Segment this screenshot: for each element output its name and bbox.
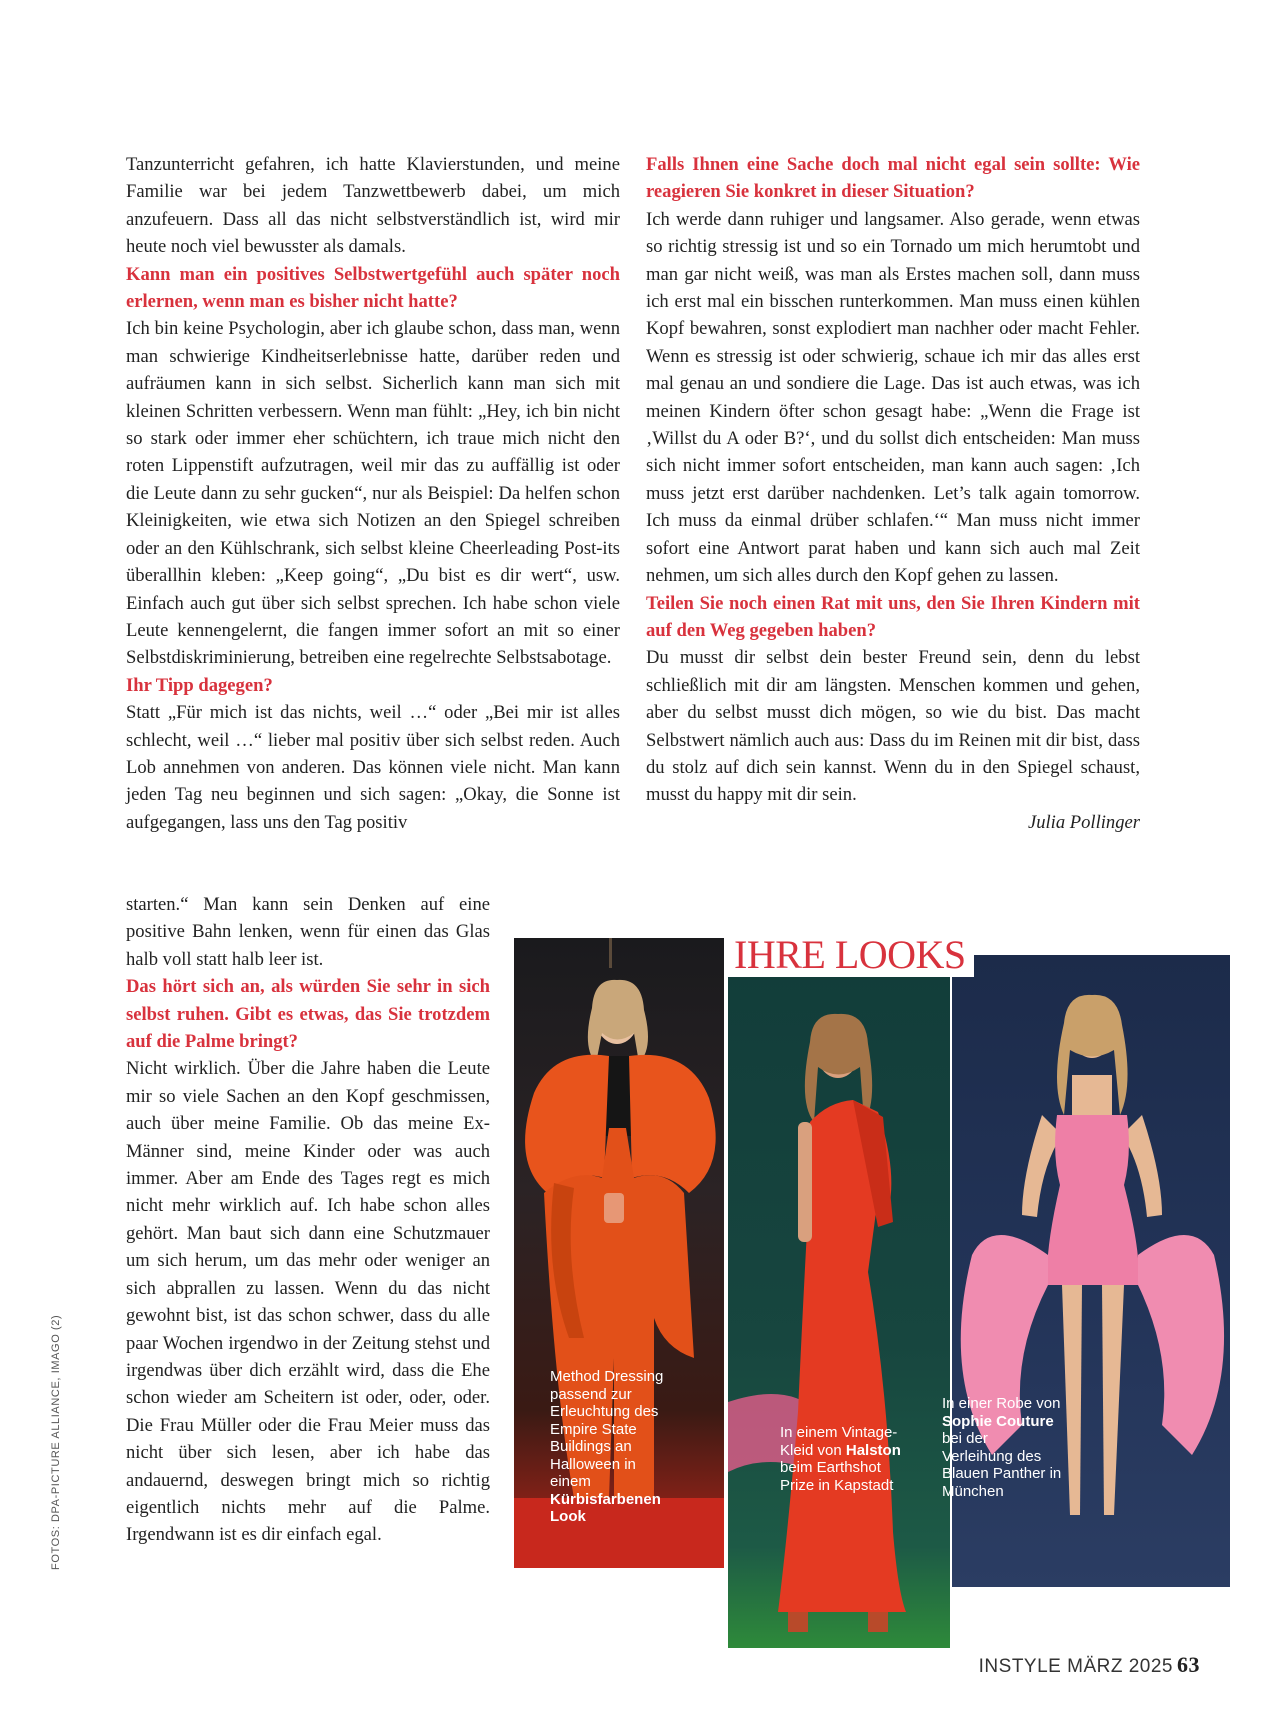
interview-answer: Statt „Für mich ist das nichts, weil …“ oder „Bei mir ist alles schlecht, weil …“ lieber mal positiv über sich selbst reden. Auch Lob annehmen von anderen. Das können viele nicht. Man kann jeden Tag neu beginnen und sich sagen: „Okay, die Sonne ist aufgegangen, lass uns den Tag positiv	[126, 702, 620, 833]
caption-red-bold: Halston	[845, 1441, 901, 1459]
article-left-narrow-column	[126, 891, 490, 1549]
author-signature: Julia Pollinger	[1027, 811, 1140, 833]
folio-page-number: 63	[1177, 1652, 1200, 1677]
article-left-column	[126, 151, 620, 836]
interview-question: Falls Ihnen eine Sache doch mal nicht egal sein sollte: Wie reagieren Sie konkret in dieser Situation?	[646, 154, 1140, 203]
interview-answer: Ich bin keine Psychologin, aber ich glaube schon, dass man, wenn man schwierige Kindheitserlebnisse hatte, darüber reden und aufräumen kann in sich selbst. Sicherlich kann man sich mit kleinen Schritten verbessern. Wenn man fühlt: „Hey, ich bin nicht so stark oder immer eher schüchtern, ich traue mich nicht den roten Lippenstift aufzutragen, weil mir das zu auffällig ist oder die Leute dann zu sehr gucken“, nur als Beispiel: Da helfen schon Kleinigkeiten, wie etwa sich Notizen an den Spiegel schreiben oder an den Kühlschrank, sich selbst kleine Cheerleading Post-its überallhin kleben: „Keep going“, „Du bist es dir wert“, usw. Einfach auch gut über sich selbst sprechen. Ich habe schon viele Leute kennengelernt, die fangen immer sofort an mit so einer Selbstdiskriminierung, betreiben eine regelrechte Selbstsabotage.	[126, 318, 620, 669]
caption-pink-look	[942, 1395, 1062, 1500]
caption-orange-text: Method Dressing passend zur Erleuchtung des Empire State Buildings an Halloween in einem	[550, 1368, 664, 1490]
photo-red-look	[728, 972, 950, 1648]
caption-pink-tail: bei der Verleihung des Blauen Panther in München	[942, 1430, 1062, 1500]
interview-answer: Tanzunterricht gefahren, ich hatte Klavierstunden, und meine Familie war bei jedem Tanzwettbewerb dabei, um mich anzufeuern. Dass all das nicht selbstverständlich ist, wird mir heute noch viel bewusster als damals.	[126, 154, 620, 258]
caption-orange-bold: Kürbisfarbenen Look	[550, 1490, 661, 1525]
folio-magazine: INSTYLE MÄRZ 2025	[978, 1656, 1173, 1677]
interview-question: Das hört sich an, als würden Sie sehr in sich selbst ruhen. Gibt es etwas, das Sie trotzdem auf die Palme bringt?	[126, 976, 490, 1053]
red-look-figure-icon	[728, 972, 950, 1648]
page-folio	[979, 1652, 1200, 1678]
right-column-body	[646, 151, 1140, 809]
interview-answer: starten.“ Man kann sein Denken auf eine positive Bahn lenken, wenn für einen das Glas halb voll statt halb leer ist.	[126, 894, 490, 970]
caption-red-look	[780, 1424, 910, 1494]
caption-pink-bold: Sophie Couture	[942, 1412, 1054, 1430]
interview-answer: Ich werde dann ruhiger und langsamer. Also gerade, wenn etwas so richtig stressig ist und so ein Tornado um mich herumtobt und man gar nicht weiß, was man als Erstes machen soll, dann muss ich erst mal ein bisschen runterkommen. Man muss einen kühlen Kopf bewahren, sonst explodiert man nachher oder macht Fehler. Wenn es stressig ist oder schwierig, schaue ich mir das alles erst mal genau an und sondiere die Lage. Das ist auch etwas, was ich meinen Kindern öfter schon gesagt habe: „Wenn die Frage ist ‚Willst du A oder B?‘, und du sollst dich entscheiden: Man muss sich nicht immer sofort entscheiden, man kann auch sagen: ‚Ich muss jetzt erst darüber nachdenken. Let’s talk again tomorrow. Ich muss da einmal drüber schlafen.‘“ Man muss nicht immer sofort eine Antwort parat haben und kann sich auch mal Zeit nehmen, um sich alles durch den Kopf gehen zu lassen.	[646, 208, 1140, 587]
interview-answer: Nicht wirklich. Über die Jahre haben die Leute mir so viele Sachen an den Kopf geschmissen, auch über meine Familie. Ob das meine Ex-Männer sind, meine Kinder oder was auch immer. Aber am Ende des Tages regt es mich nicht mehr wirklich auf. Ich habe schon alles gehört. Man baut sich dann eine Schutzmauer um sich herum, um das mehr oder weniger an sich abprallen zu lassen. Wenn du das nicht gewohnt bist, ist das schon schwer, dass du alle paar Wochen irgendwo in der Zeitung stehst und irgendwas über dich erzählt wird, dass die Ehe schon wieder am Scheitern ist oder, oder, oder. Die Frau Müller oder die Frau Meier muss das nicht über sich lesen, aber ich habe das andauernd, deswegen bringt mich so richtig eigentlich nichts mehr auf die Palme. Irgendwann ist es dir einfach egal.	[126, 1058, 490, 1546]
caption-pink-text: In einer Robe von	[942, 1395, 1061, 1412]
photo-pink-look	[942, 955, 1230, 1587]
caption-orange-look	[550, 1368, 680, 1526]
article-right-column	[646, 151, 1140, 836]
photo-credit: FOTOS: DPA-PICTURE ALLIANCE, IMAGO (2)	[50, 1314, 62, 1570]
photo-orange-look	[514, 938, 724, 1568]
interview-question: Ihr Tipp dagegen?	[126, 674, 273, 696]
looks-title: IHRE LOOKS	[726, 933, 974, 977]
interview-answer: Du musst dir selbst dein bester Freund sein, denn du lebst schließlich mit dir am längsten. Menschen kommen und gehen, aber du selbst musst dich mögen, so wie du bist. Das macht Selbstwert nämlich auch aus: Dass du im Reinen mit dir bist, dass du stolz auf dich sein kannst. Wenn du in den Spiegel schaust, musst du happy mit dir sein.	[646, 647, 1140, 806]
caption-red-text: In einem Vintage-Kleid von	[780, 1424, 898, 1459]
caption-red-tail: beim Earthshot Prize in Kapstadt	[780, 1459, 894, 1494]
red-look-background	[728, 972, 950, 1648]
interview-question: Kann man ein positives Selbstwertgefühl auch später noch erlernen, wenn man es bisher nicht hatte?	[126, 263, 620, 313]
interview-question: Teilen Sie noch einen Rat mit uns, den Sie Ihren Kindern mit auf den Weg gegeben haben?	[646, 592, 1140, 641]
